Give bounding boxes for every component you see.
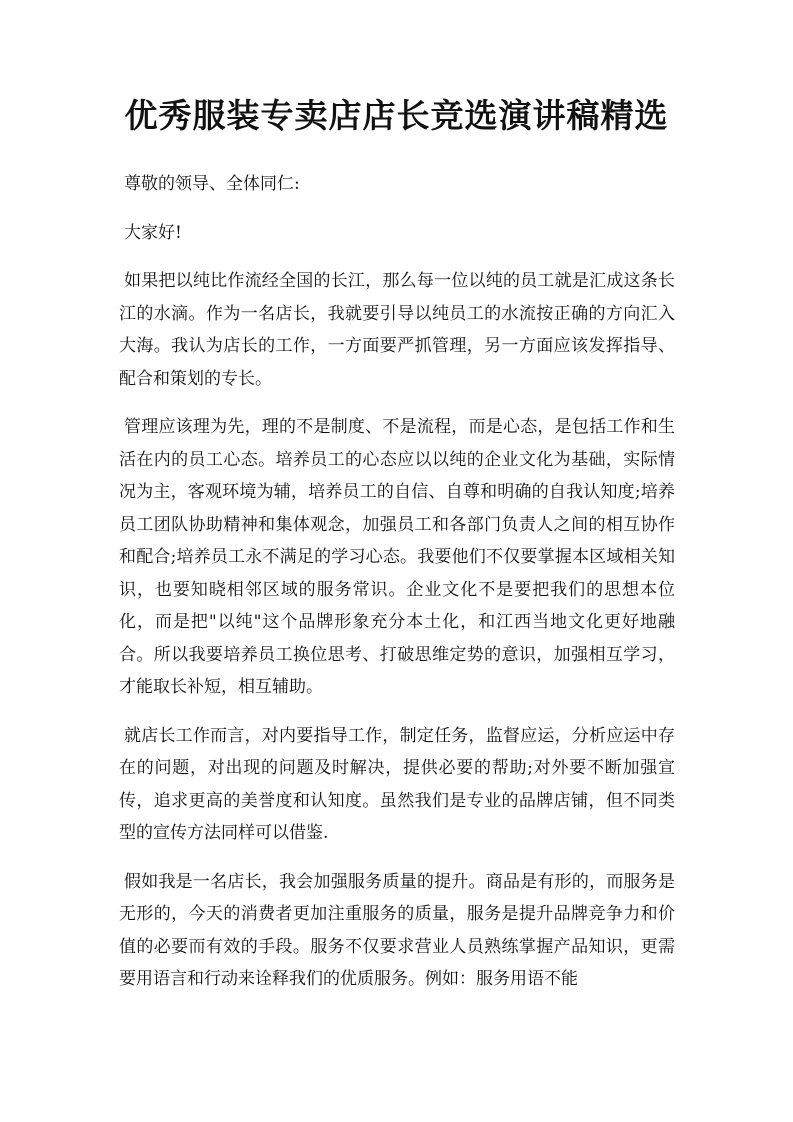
paragraph-store-work: 就店长工作而言，对内要指导工作，制定任务，监督应运，分析应运中存在的问题，对出现的问题及时解决，提供必要的帮助;对外要不断加强宣传，追求更高的美誉度和认知度。虽然我们是专业的品牌店铺，但不同类型的宣传方法同样可以借鉴.: [119, 725, 675, 843]
paragraph-management: 管理应该理为先，理的不是制度、不是流程，而是心态，是包括工作和生活在内的员工心态。培养员工的心态应以以纯的企业文化为基础，实际情况为主，客观环境为辅，培养员工的自信、自尊和明确的自我认知度;培养员工团队协助精神和集体观念，加强员工和各部门负责人之间的相互协作和配合;培养员工永不满足的学习心态。我要他们不仅要掌握本区域相关知识，也要知晓相邻区域的服务常识。企业文化不是要把我们的思想本位化，而是把"以纯"这个品牌形象充分本土化，和江西当地文化更好地融合。所以我要培养员工换位思考、打破思维定势的意识，加强相互学习，才能取长补短，相互辅助。: [119, 417, 675, 697]
document-body: [119, 168, 675, 1012]
paragraph-service: 假如我是一名店长，我会加强服务质量的提升。商品是有形的，而服务是无形的，今天的消费者更加注重服务的质量，服务是提升品牌竞争力和价值的必要而有效的手段。服务不仅要求营业人员熟练掌握产品知识，更需要用语言和行动来诠释我们的优质服务。例如：服务用语不能: [119, 871, 675, 989]
salutation: 尊敬的领导、全体同仁:: [124, 174, 300, 194]
paragraph-intro: 如果把以纯比作流经全国的长江，那么每一位以纯的员工就是汇成这条长江的水滴。作为一名店长，我就要引导以纯员工的水流按正确的方向汇入大海。我认为店长的工作，一方面要严抓管理，另一方面应该发挥指导、配合和策划的专长。: [119, 271, 675, 389]
document-title: 优秀服装专卖店店长竞选演讲稿精选: [124, 96, 669, 135]
greeting: 大家好!: [124, 222, 182, 243]
